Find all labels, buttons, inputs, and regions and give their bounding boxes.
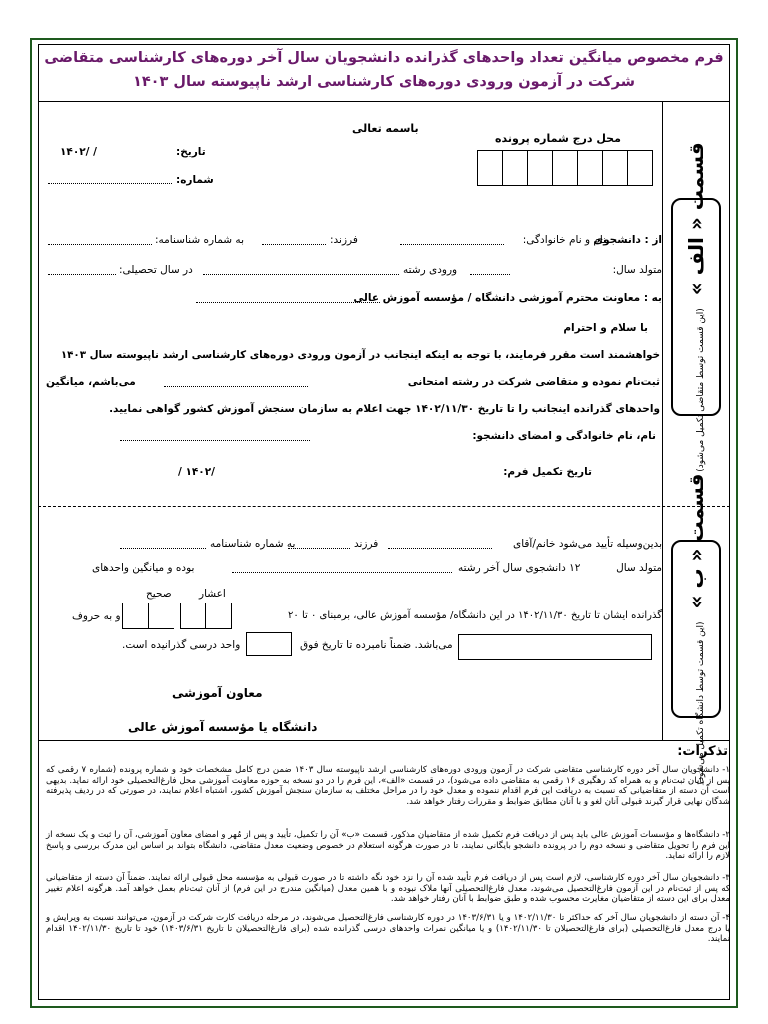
part-a-title: قسمت « الف » bbox=[684, 142, 708, 296]
file-digit-box[interactable] bbox=[502, 150, 527, 186]
file-digit-box[interactable] bbox=[577, 150, 602, 186]
grade-digit-box[interactable] bbox=[205, 603, 232, 629]
note-4: ۴- آن دسته از دانشجویان سال آخر که حداکثر تا ۱۴۰۲/۱۱/۳۰ و یا ۱۴۰۳/۶/۳۱ در دوره کارشناسی فارغ‌التحصیل می‌شوند، در مرحله دریافت کارت شرکت در آزمون، می‌توانند نسبت به ویرایش و یا درج معدل فارغ‌التحصیلی (برای فارغ‌التحصیلان تا ۱۴۰۲/۱۱/۳۰) و یا میانگین نمرات واحدهای درسی گذرانده شده (برای فارغ‌التحصیلان تا تاریخ ۱۴۰۳/۶/۳۱) خود تا تاریخ ۱۴۰۲/۱۱/۳۰ اقدام نمایند. bbox=[46, 913, 730, 945]
section-cut-line bbox=[38, 506, 730, 507]
birth-field[interactable] bbox=[470, 265, 510, 275]
form-title-line1: فرم مخصوص میانگین تعداد واحدهای گذرانده دانشجویان سال آخر دوره‌های کارشناسی متقاضی bbox=[44, 50, 724, 66]
date-value: ۱۴۰۲/ / bbox=[60, 146, 97, 158]
number-field[interactable] bbox=[48, 174, 172, 184]
file-digit-box[interactable] bbox=[627, 150, 653, 186]
university-sign-label: دانشگاه یا مؤسسه آموزش عالی bbox=[128, 720, 318, 734]
b-line2-b: ۱۲ دانشجوی سال آخر رشته bbox=[458, 562, 581, 574]
b-line1-a: بدین‌وسیله تأیید می‌شود خانم/آقای bbox=[513, 538, 662, 550]
note-3: ۳- دانشجویان سال آخر دوره کارشناسی، لازم است پس از دریافت فرم تأیید شده آن را نزد خود نگه داشته تا در صورت قبولی به مؤسسه محل قبولی ارائه نمایند. ضمناً آن دسته از متقاضیانی که پس از ثبت‌نام در این آزمون فارغ‌التحصیل می‌شوند، معدل فارغ‌التحصیلی آنها ملاک نبوده و با همین معدل (میانگین مندرج در این فرم) از آنان ثبت‌نام بعمل خواهد آمد. هرگونه اعلام تغییر معدل برای این دسته از متقاضیان مغایرت محسوب شده و طبق ضوابط با آنان رفتار خواهد شد. bbox=[46, 873, 730, 905]
b-birth-label: متولد سال bbox=[616, 562, 662, 574]
b-id-field[interactable] bbox=[120, 539, 206, 549]
birth-label: متولد سال: bbox=[612, 264, 662, 276]
date-label: تاریخ: bbox=[176, 146, 206, 158]
b-words-label: و به حروف bbox=[72, 610, 121, 622]
file-digit-box[interactable] bbox=[602, 150, 627, 186]
entry-field[interactable] bbox=[203, 265, 399, 275]
part-a-note: (این قسمت توسط متقاضی تکمیل می‌شود) bbox=[696, 308, 706, 472]
university-field[interactable] bbox=[196, 293, 380, 303]
from-label: از : دانشجوی bbox=[593, 234, 662, 246]
b-name-field[interactable] bbox=[388, 539, 492, 549]
grade-words-box[interactable] bbox=[458, 634, 652, 660]
b-field-of-study[interactable] bbox=[232, 563, 452, 573]
study-year-label: در سال تحصیلی: bbox=[119, 264, 193, 276]
side-column-divider bbox=[662, 101, 663, 740]
file-digit-box[interactable] bbox=[527, 150, 552, 186]
id-field[interactable] bbox=[48, 235, 152, 245]
student-sign-field[interactable] bbox=[120, 431, 310, 441]
header-divider bbox=[38, 101, 730, 102]
grade-digit-box[interactable] bbox=[122, 603, 148, 629]
student-sign-label: نام، نام خانوادگی و امضای دانشجو: bbox=[472, 430, 656, 442]
name-label: نام و نام خانوادگی: bbox=[522, 234, 606, 246]
b-line2-c: بوده و میانگین واحدهای bbox=[92, 562, 195, 574]
file-number-boxes bbox=[477, 150, 653, 186]
body-line3: واحدهای گذرانده اینجانب را تا تاریخ ۱۴۰۲/۱۱/۳۰ جهت اعلام به سازمان سنجش آموزش کشور گواهی نمایید. bbox=[109, 403, 660, 415]
part-b-title: قسمت « ب » bbox=[684, 473, 708, 609]
body-line2-a: ثبت‌نام نموده و متقاضی شرکت در رشته امتحانی bbox=[407, 376, 660, 388]
grade-digit-box[interactable] bbox=[180, 603, 206, 629]
file-digit-box[interactable] bbox=[477, 150, 502, 186]
note-2: ۲- دانشگاه‌ها و مؤسسات آموزش عالی باید پس از دریافت فرم تکمیل شده از متقاضیان مذکور، قسمت «ب» آن را تکمیل، تأیید و پس از مُهر و امضای معاون آموزشی، آن را ثبت و یک نسخه از این فرم را تحویل متقاضی و نسخه دوم را در پرونده دانشجو بایگانی نمایند، تا در صورت هرگونه استعلام در خصوص وضعیت معدل متقاضی، دانشگاه بتواند بر اساس این مدرک بررسی و پاسخ لازم را ارائه نماید. bbox=[46, 830, 730, 862]
part-b-note: (این قسمت توسط دانشگاه تکمیل می‌شود) bbox=[696, 621, 706, 785]
father-label: فرزند: bbox=[330, 234, 358, 246]
greeting-text: با سلام و احترام bbox=[563, 322, 648, 334]
study-year-field[interactable] bbox=[48, 265, 116, 275]
grade-digit-box[interactable] bbox=[148, 603, 174, 629]
part-a-side-label bbox=[671, 142, 721, 472]
grade-boxes bbox=[122, 603, 232, 629]
b-line3-a: گذرانده ایشان تا تاریخ ۱۴۰۲/۱۱/۳۰ در این دانشگاه/ مؤسسه آموزش عالی، برمبنای ۰ تا ۲۰ bbox=[288, 610, 662, 621]
b-id-label: به شماره شناسنامه bbox=[210, 538, 296, 550]
whole-label: صحیح bbox=[146, 588, 172, 600]
notes-divider bbox=[38, 740, 730, 741]
b-father-field[interactable] bbox=[288, 539, 350, 549]
file-number-label: محل درج شماره پرونده bbox=[495, 132, 621, 145]
b-line4-a: می‌باشد. ضمناً نامبرده تا تاریخ فوق bbox=[300, 639, 453, 651]
to-line: به : معاونت محترم آموزشی دانشگاه / مؤسسه آموزش عالی bbox=[353, 292, 662, 304]
body-line2-b: می‌باشم، میانگین bbox=[46, 376, 136, 388]
name-field[interactable] bbox=[400, 235, 504, 245]
notes-heading: تذکرات: bbox=[677, 744, 728, 759]
note-1: ۱- دانشجویان سال آخر دوره کارشناسی متقاضی شرکت در آزمون ورودی دوره‌های کارشناسی ارشد ناپیوسته سال ۱۴۰۳ ضمن درج کامل مشخصات خود و شماره پرونده (شماره ۷ رقمی که پس از پایان ثبت‌نام و به همراه کد رهگیری ۱۶ رقمی به متقاضی داده می‌شود)، در قسمت «الف»، این فرم را در دو نسخه به حوزه معاونت آموزشی محل فارغ‌التحصیلی خود ارائه نماید. بدیهی است آن دسته از متقاضیانی که نسبت به دریافت این فرم اقدام ننموده و معدل خود را در مراحل مختلف به سازمان سنجش آموزش کشور، اشتباه اعلام نمایند، در صورتی که در ردیف پذیرفته شدگان نهایی قرار گیرند قبولی آنان لغو و با آنان مطابق ضوابط و مقررات رفتار خواهد شد. bbox=[46, 765, 730, 807]
body-line1: خواهشمند است مقرر فرمایند، با توجه به اینکه اینجانب در آزمون ورودی دوره‌های کارشناسی ارشد ناپیوسته سال ۱۴۰۳ bbox=[60, 349, 660, 361]
form-title-line2: شرکت در آزمون ورودی دوره‌های کارشناسی ارشد ناپیوسته سال ۱۴۰۳ bbox=[132, 74, 636, 90]
fill-date-value: / ۱۴۰۲/ bbox=[178, 466, 215, 478]
basmeh-text: باسمه تعالی bbox=[352, 122, 419, 135]
b-line4-b: واحد درسی گذرانیده است. bbox=[122, 639, 241, 651]
father-field[interactable] bbox=[262, 235, 326, 245]
decimal-label: اعشار bbox=[199, 588, 226, 600]
number-label: شماره: bbox=[176, 174, 214, 186]
fill-date-label: تاریخ تکمیل فرم: bbox=[503, 466, 592, 478]
id-label: به شماره شناسنامه: bbox=[155, 234, 244, 246]
units-box[interactable] bbox=[246, 632, 292, 656]
vice-chancellor-label: معاون آموزشی bbox=[172, 686, 263, 700]
exam-field[interactable] bbox=[164, 377, 308, 387]
file-digit-box[interactable] bbox=[552, 150, 577, 186]
b-father-label: فرزند bbox=[354, 538, 379, 550]
entry-label: ورودی رشته bbox=[403, 264, 458, 276]
